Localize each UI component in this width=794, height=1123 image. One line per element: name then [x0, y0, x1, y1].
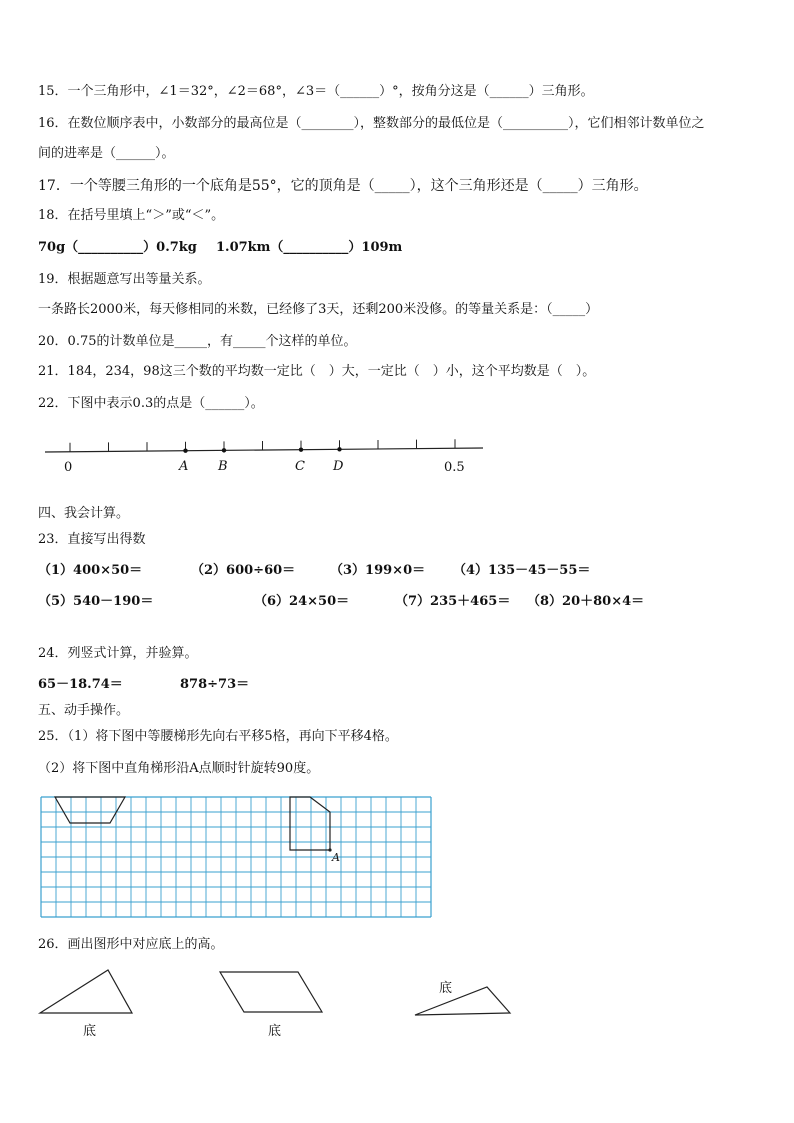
base-label-3: 底	[439, 981, 453, 996]
section-5-title: 五、动手操作。	[38, 703, 130, 718]
calc-2: （2）600÷60＝	[191, 563, 296, 578]
vertical-calc-a: 65－18.74＝	[38, 677, 123, 692]
base-label-2: 底	[268, 1024, 282, 1039]
number-line-point-c	[299, 447, 303, 451]
question-22: 22．下图中表示0.3的点是（______）。	[38, 396, 264, 411]
point-label-b: B	[218, 459, 228, 474]
point-label-d: D	[333, 459, 344, 474]
isosceles-trapezoid	[55, 797, 125, 823]
compare-b: 1.07km（__________）109m	[216, 240, 403, 255]
calc-7: （7）235＋465＝	[395, 594, 511, 609]
calc-4: （4）135－45－55＝	[453, 563, 591, 578]
question-23: 23．直接写出得数	[38, 532, 146, 547]
number-line-point-b	[222, 448, 226, 452]
calc-6: （6）24×50＝	[254, 594, 350, 609]
number-line-point-a	[183, 449, 187, 453]
section-4-title: 四、我会计算。	[38, 506, 130, 521]
point-label-a: A	[179, 459, 189, 474]
base-label-1: 底	[83, 1024, 97, 1039]
question-16-line1: 16．在数位顺序表中，小数部分的最高位是（________），整数部分的最低位是（__________），它们相邻计数单位之	[38, 116, 705, 131]
question-17: 17．一个等腰三角形的一个底角是55°，它的顶角是（_____），这个三角形还是（_____）三角形。	[38, 178, 648, 194]
question-25-1: 25．（1）将下图中等腰梯形先向右平移5格，再向下平移4格。	[38, 729, 398, 744]
triangle-2	[415, 987, 510, 1015]
question-19-text: 一条路长2000米，每天修相同的米数，已经修了3天，还剩200米没修。的等量关系是：（_____）	[38, 302, 599, 317]
square-grid	[41, 797, 431, 917]
question-16-line2: 间的进率是（______）。	[38, 146, 175, 161]
point-label-c: C	[295, 459, 305, 474]
number-line	[45, 439, 483, 453]
question-26: 26．画出图形中对应底上的高。	[38, 937, 224, 952]
vertical-calc-b: 878÷73＝	[180, 677, 250, 692]
calc-1: （1）400×50＝	[38, 563, 143, 578]
question-24: 24．列竖式计算，并验算。	[38, 646, 198, 661]
calc-8: （8）20＋80×4＝	[527, 594, 645, 609]
number-line-label-end: 0.5	[444, 460, 465, 475]
calc-3: （3）199×0＝	[330, 563, 426, 578]
question-18: 18．在括号里填上“＞”或“＜”。	[38, 208, 225, 223]
question-25-2: （2）将下图中直角梯形沿A点顺时针旋转90度。	[38, 761, 320, 776]
right-trapezoid	[290, 797, 330, 850]
question-20: 20．0.75的计数单位是_____，有_____个这样的单位。	[38, 334, 357, 349]
question-15: 15．一个三角形中，∠1＝32°，∠2＝68°，∠3＝（______）°，按角分这是（______）三角形。	[38, 84, 594, 99]
number-line-label-0: 0	[64, 460, 73, 475]
question-19: 19．根据题意写出等量关系。	[38, 272, 211, 287]
triangle-1	[40, 970, 132, 1013]
number-line-axis	[45, 448, 483, 452]
grid-point-a-label: A	[332, 851, 340, 864]
calc-5: （5）540－190＝	[38, 594, 154, 609]
compare-a: 70g（__________）0.7kg	[38, 240, 197, 255]
parallelogram	[220, 972, 322, 1012]
question-21: 21．184，234，98这三个数的平均数一定比（ ）大，一定比（ ）小，这个平均数是（ ）。	[38, 364, 596, 379]
number-line-point-d	[337, 447, 341, 451]
